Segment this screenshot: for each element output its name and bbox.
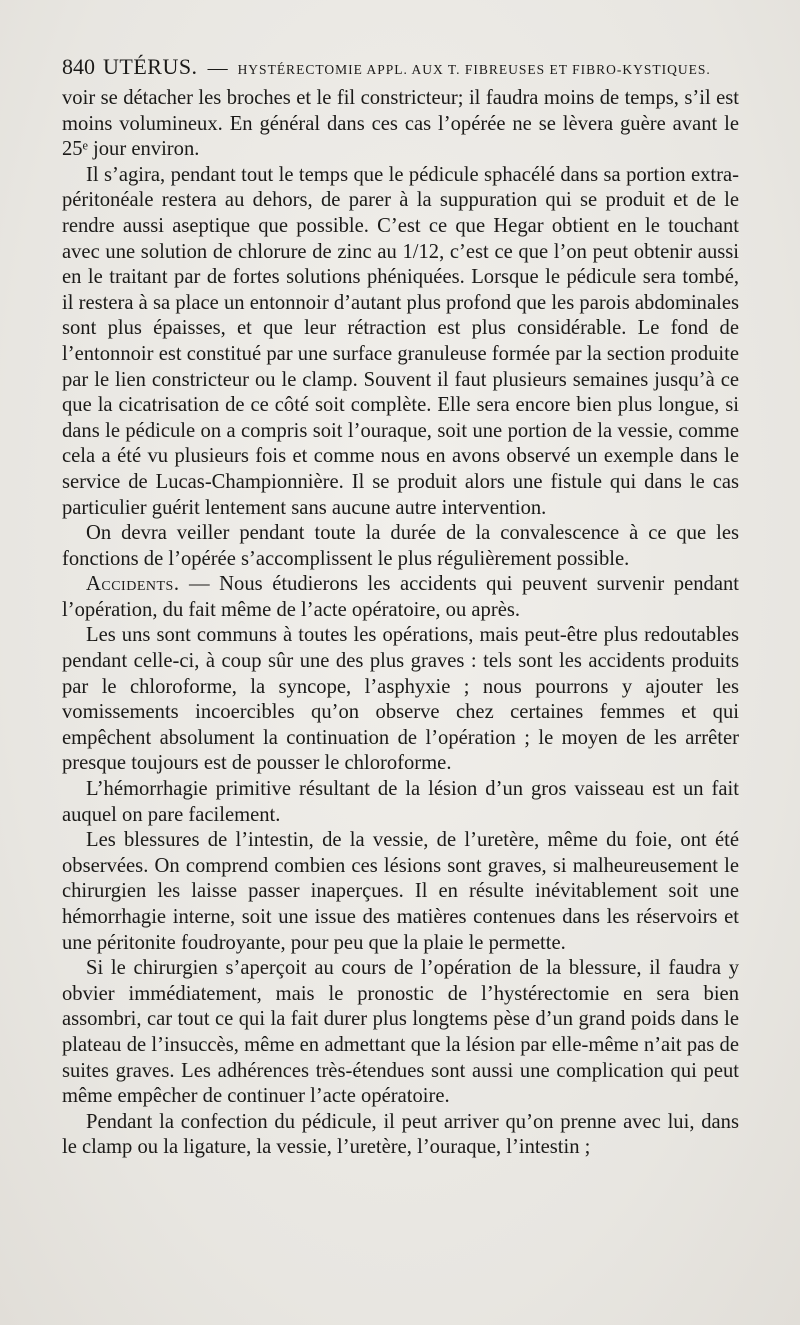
- paragraph-pedicle-care: Il s’agira, pendant tout le temps que le pédicule sphacélé dans sa portion extra-péritonéale restera au dehors, de parer à la suppuration qui se produit et de le rendre aussi aseptique que possible. C’est ce que Hegar obtient en le touchant avec une solution de chlorure de zinc au 1/12, c’est ce que l’on peut obtenir aussi en le traitant par de fortes solutions phéniquées. Lorsque le pédicule sera tombé, il restera à sa place un entonnoir d’autant plus profond que les parois abdominales sont plus épaisses, et que leur rétraction est plus considérable. Le fond de l’entonnoir est constitué par une surface granuleuse formée par la section produite par le lien constricteur ou le clamp. Souvent il faut plusieurs semaines jusqu’à ce que la cicatrisation de ce côté soit complète. Elle sera encore bien plus longue, si dans le pédicule on a compris soit l’ouraque, soit une portion de la vessie, comme cela a été vu plusieurs fois et comme nous en avons observé un exemple dans le service de Lucas-Championnière. Il se produit alors une fistule qui dans le cas particulier guérit lentement sans aucune autre intervention.: [62, 163, 739, 519]
- paragraph-continuation: voir se détacher les broches et le fil constricteur; il faudra moins de temps, s’il est moins volumineux. En général dans ces cas l’opérée ne se lèvera guère avant le 25ᵉ jour environ.: [62, 87, 739, 161]
- body-text: [62, 86, 739, 1161]
- section-subtitle: HYSTÉRECTOMIE APPL. AUX T. FIBREUSES ET FIBRO-KYSTIQUES.: [237, 62, 711, 77]
- chapter-title: UTÉRUS.: [103, 54, 198, 79]
- paragraph-surgeon-notice: Si le chirurgien s’aperçoit au cours de l’opération de la blessure, il faudra y obvier immédiatement, mais le pronostic de l’hystérectomie en sera bien assombri, car tout ce qui la fait durer plus longtems pèse d’un grand poids dans le plateau de l’insuccès, même en admettant que la lésion par elle-même n’ait pas de suites graves. Les adhérences très-étendues sont aussi une complication qui peut même empêcher de continuer l’acte opératoire.: [62, 957, 739, 1108]
- paragraph-injuries: Les blessures de l’intestin, de la vessie, de l’uretère, même du foie, ont été observées. On comprend combien ces lésions sont graves, si malheureusement le chirurgien les laisse passer inaperçues. Il en résulte inévitablement soit une hémorrhagie interne, soit une issue des matières contenues dans les réservoirs et une péritonite foudroyante, pour peu que la plaie le permette.: [62, 829, 739, 954]
- accidents-heading: Accidents.: [86, 573, 180, 596]
- paragraph-hemorrhage: L’hémorrhagie primitive résultant de la lésion d’un gros vaisseau est un fait auquel on pare facilement.: [62, 778, 739, 826]
- paragraph-accidents: [62, 572, 739, 623]
- running-header: [62, 54, 740, 84]
- accidents-text: — Nous étudierons les accidents qui peuvent survenir pendant l’opération, du fait même de l’acte opératoire, ou après.: [62, 573, 739, 621]
- paragraph-convalescence: On devra veiller pendant toute la durée de la convalescence à ce que les fonctions de l’opérée s’accomplissent le plus régulièrement possible.: [62, 522, 739, 570]
- paragraph-common-accidents: Les uns sont communs à toutes les opérations, mais peut-être plus redoutables pendant celle-ci, à coup sûr une des plus graves : tels sont les accidents produits par le chloroforme, la syncope, l’asphyxie ; nous pourrons y ajouter les vomissements incoercibles qu’on observe chez certaines femmes et qui empêchent absolument la continuation de l’opération ; le moyen de les arrêter presque toujours est de pousser le chloroforme.: [62, 624, 739, 775]
- page-number: 840: [62, 54, 95, 79]
- paragraph-pedicle-confection: Pendant la confection du pédicule, il peut arriver qu’on prenne avec lui, dans le clamp ou la ligature, la vessie, l’uretère, l’ouraque, l’intestin ;: [62, 1110, 739, 1159]
- header-dash: —: [207, 57, 228, 79]
